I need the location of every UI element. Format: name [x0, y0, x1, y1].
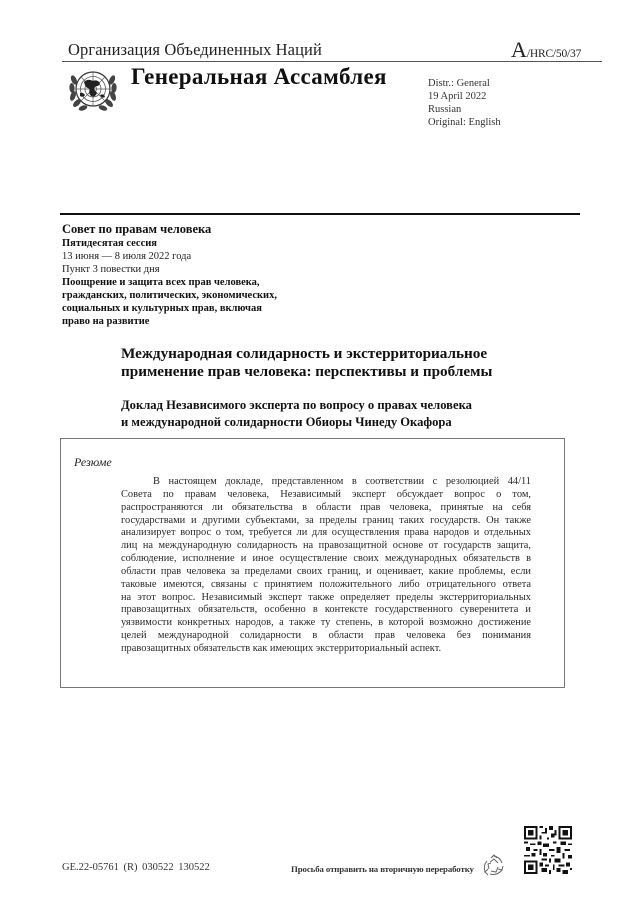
qr-code-icon[interactable] — [524, 826, 572, 874]
agenda-title-line: гражданских, политических, экономических, — [62, 290, 277, 301]
summary-line: на этот вопрос. Независимый эксперт также определяет пределы экстерриториальных — [121, 591, 531, 603]
document-code: GE.22-05761 (R) 030522 130522 — [62, 862, 210, 873]
un-emblem-icon — [66, 66, 120, 114]
session-dates: 13 июня — 8 июля 2022 года — [62, 251, 192, 262]
report-subtitle-line: и международной солидарности Обиоры Чинеду Окафора — [121, 414, 452, 429]
distribution-type: Distr.: General — [428, 78, 490, 89]
agenda-title-line: социальных и культурных прав, включая — [62, 303, 262, 314]
report-title-line: применение прав человека: перспективы и проблемы — [121, 363, 493, 380]
summary-line: уязвимости конкретных народов, а также ту степень, в которой возможно достижение — [121, 617, 531, 629]
section-rule — [60, 213, 580, 215]
summary-line: соблюдение, исполнение и иное осуществление своих международных обязательств в — [121, 553, 531, 565]
summary-line: Совета по правам человека, Независимый эксперт обсуждает вопрос о том, — [121, 488, 531, 500]
organization-name: Организация Объединенных Наций — [68, 40, 322, 59]
agenda-title-line: право на развитие — [62, 316, 150, 327]
summary-line: В настоящем докладе, представленном в соответствии с резолюцией 44/11 — [153, 476, 531, 487]
distribution-date: 19 April 2022 — [428, 91, 487, 102]
original-language: Original: English — [428, 117, 501, 128]
header-rule — [62, 61, 602, 62]
summary-line: лиц на международную солидарность на правозащитной основе от государств защита, — [121, 540, 531, 552]
summary-text — [121, 476, 531, 656]
summary-line: правозащитных обязательств как имеющих экстерриториальный аспект. — [121, 642, 442, 654]
summary-line: области прав человека за пределами своих границ, и оценивает, какие проблемы, если — [121, 565, 531, 577]
council-title: Совет по правам человека — [62, 222, 212, 236]
report-title-line: Международная солидарность и экстерриториальное — [121, 345, 488, 362]
summary-line: правозащитных обязательств, особенно в контексте государственного суверенитета и — [121, 604, 531, 616]
report-subtitle — [121, 397, 472, 430]
document-language: Russian — [428, 104, 462, 115]
document-symbol-prefix: A — [511, 37, 527, 62]
council-info — [62, 221, 277, 328]
summary-line: анализирует вопрос о том, требуется ли для осуществления права народов и отдельных — [121, 527, 531, 539]
agenda-item: Пункт 3 повестки дня — [62, 264, 160, 275]
report-subtitle-line: Доклад Независимого эксперта по вопросу о правах человека — [121, 398, 472, 412]
report-title — [121, 345, 492, 381]
summary-line: государствами и другими субъектами, за пределы границ таких государств. Он также — [121, 514, 531, 526]
recycle-icon — [482, 854, 506, 878]
summary-line: таковые имеются, связаны с принятием положительного либо отрицательного ответа — [121, 578, 531, 590]
document-symbol — [511, 37, 581, 63]
recycle-request-text: Просьба отправить на вторичную переработку — [291, 864, 474, 874]
summary-line: распространяются ли обязательства в области прав человека, принятые на себя — [121, 501, 531, 513]
distribution-info — [428, 77, 501, 129]
body-title: Генеральная Ассамблея — [131, 64, 387, 89]
agenda-title-line: Поощрение и защита всех прав человека, — [62, 277, 260, 288]
session-name: Пятидесятая сессия — [62, 238, 157, 249]
document-symbol-rest: /HRC/50/37 — [526, 48, 582, 60]
summary-label: Резюме — [74, 455, 112, 469]
summary-line: целей международной солидарности в области прав человека без понимания — [121, 630, 531, 642]
